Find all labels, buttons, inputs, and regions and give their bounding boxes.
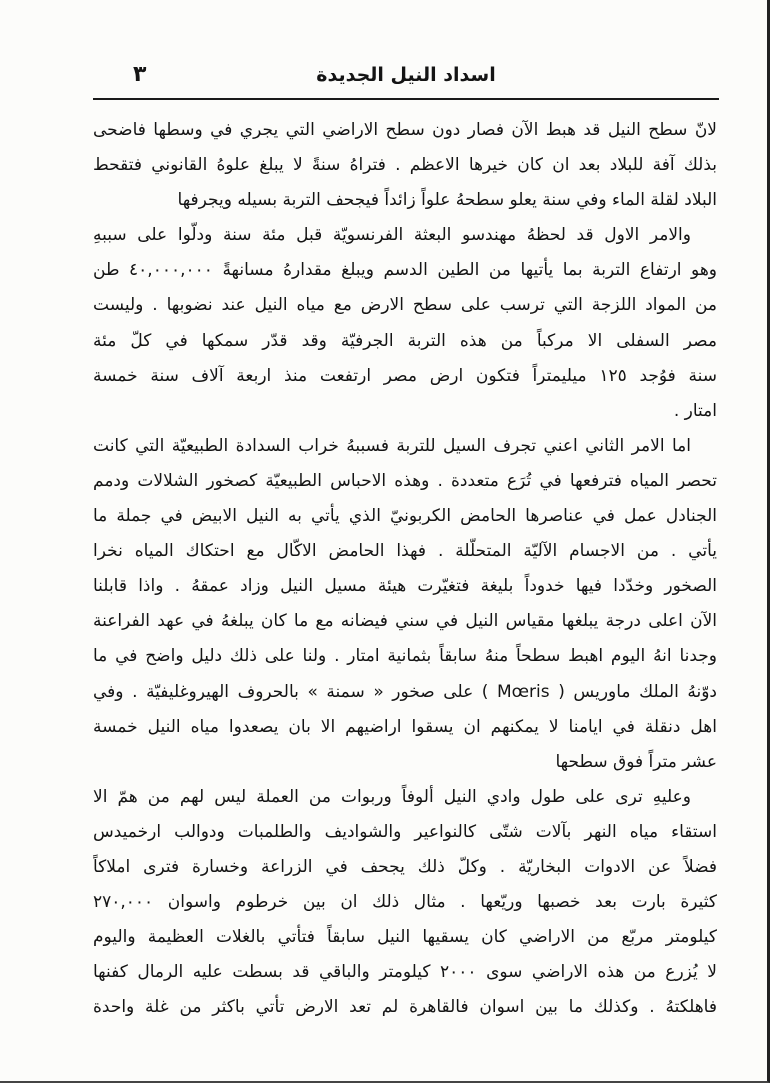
text-line: الصخور وخدّدا فيها خدوداً بليغة فتغيّرت هيئة مسيل النيل وزاد عمقهُ . واذا قابلنا [93, 576, 717, 597]
text-line: لا يُزرع من هذه الاراضي سوى ٢٠٠٠ كيلومتر والباقي قد بسطت عليه الرمال كفنها [93, 962, 717, 983]
text-line: وعليهِ ترى على طول وادي النيل ألوفاً وربوات من العملة ليس لهم من همّ الا [93, 786, 691, 807]
text-line: من المواد اللزجة التي ترسب على سطح الارض مع مياه النيل عند نضوبها . وليست [93, 295, 717, 316]
text-line: امتار . [673, 400, 717, 421]
text-line: الآن اعلى درجة يبلغها مقياس النيل في سني فيضانه مع ما كان يبلغهُ في عهد الفراعنة [93, 611, 717, 632]
text-line: وجدنا انهُ اليوم اهبط سطحاً منهُ سابقاً بثمانية امتار . ولنا على ذلك دليل واضح في ما [93, 646, 717, 667]
text-line: الجنادل عمل في عناصرها الحامض الكربونيّ الذي يأتي به النيل الابيض في جملة ما [93, 506, 717, 527]
text-line: مصر السفلى الا مركباً من هذه التربة الجرفيّة وقد قدّر سمكها في كلّ مئة [93, 330, 717, 351]
header-title: اسداد النيل الجديدة [316, 64, 496, 86]
text-line: كثيرة بارت بعد خصبها وريّعها . مثال ذلك ان بين خرطوم واسوان ٢٧٠,٠٠٠ [93, 892, 717, 913]
paragraph [93, 780, 717, 1026]
text-line: سنة فوُجد ١٢٥ ميليمتراً فتكون ارض مصر ارتفعت منذ اربعة آلاف سنة خمسة [93, 365, 717, 386]
text-line: يأتي . من الاجسام الآليّة المتحلّلة . فهذا الحامض الاكّال مع احتكاك المياه نخرا [93, 541, 717, 562]
text-line: اما الامر الثاني اعني تجرف السيل للتربة فسببهُ خراب السدادة الطبيعيّة التي كانت [93, 435, 691, 456]
running-header [95, 60, 717, 98]
text-line: فضلاً عن الادوات البخاريّة . وكلّ ذلك يجحف في الزراعة وخسارة فترى املاكاً [93, 856, 717, 877]
text-line: لانّ سطح النيل قد هبط الآن فصار دون سطح الاراضي التي يجري في وسطها فاضحى [93, 120, 717, 140]
text-line: كيلومتر مربّع من الاراضي كان يسقيها النيل سابقاً فتأتي بالغلات العظيمة واليوم [93, 927, 717, 948]
text-line: اهل دنقلة في ايامنا لا يمكنهم ان يسقوا اراضيهم الا بان يصعدوا مياه النيل خمسة [93, 716, 717, 737]
header-divider [93, 98, 719, 100]
text-line: والامر الاول قد لحظهُ مهندسو البعثة الفرنسويّة قبل مئة سنة ودلّوا على سببهِ [93, 225, 691, 246]
body-text [93, 113, 717, 1025]
text-line: تحصر المياه فترفعها في تُرَع متعددة . وهذه الاحباس الطبيعيّة كصخور الشلالات ودمم [93, 470, 717, 491]
text-line: وهو ارتفاع التربة بما يأتيها من الطين الدسم ويبلغ مقدارهُ مسانهةً ٤٠,٠٠٠,٠٠٠ طن [93, 260, 717, 281]
text-line: فاهلكتهُ . وكذلك ما بين اسوان فالقاهرة لم تعد الارض تأتي باكثر من غلة واحدة [93, 997, 717, 1018]
paragraph [93, 113, 717, 218]
text-line: دوّنهُ الملك ماوريس ( Mœris ) على صخور « سمنة » بالحروف الهيروغليفيّة . وفي [93, 681, 717, 702]
paragraph [93, 429, 717, 780]
text-line: استقاء مياه النهر بآلات شتّى كالنواعير والشواديف والطلمبات ودوالب ارخميدس [93, 821, 717, 842]
text-line: بذلك آفة للبلاد بعد ان كان خيرها الاعظم . فتراهُ سنةً لا يبلغ علوهُ القانوني فتقحط [93, 155, 717, 176]
paragraph [93, 218, 717, 429]
text-line: عشر متراً فوق سطحها [555, 751, 717, 772]
text-line: البلاد لقلة الماء وفي سنة يعلو سطحهُ علواً زائداً فيجحف التربة بسيله ويجرفها [177, 190, 717, 211]
page-number: ٣ [133, 62, 147, 87]
